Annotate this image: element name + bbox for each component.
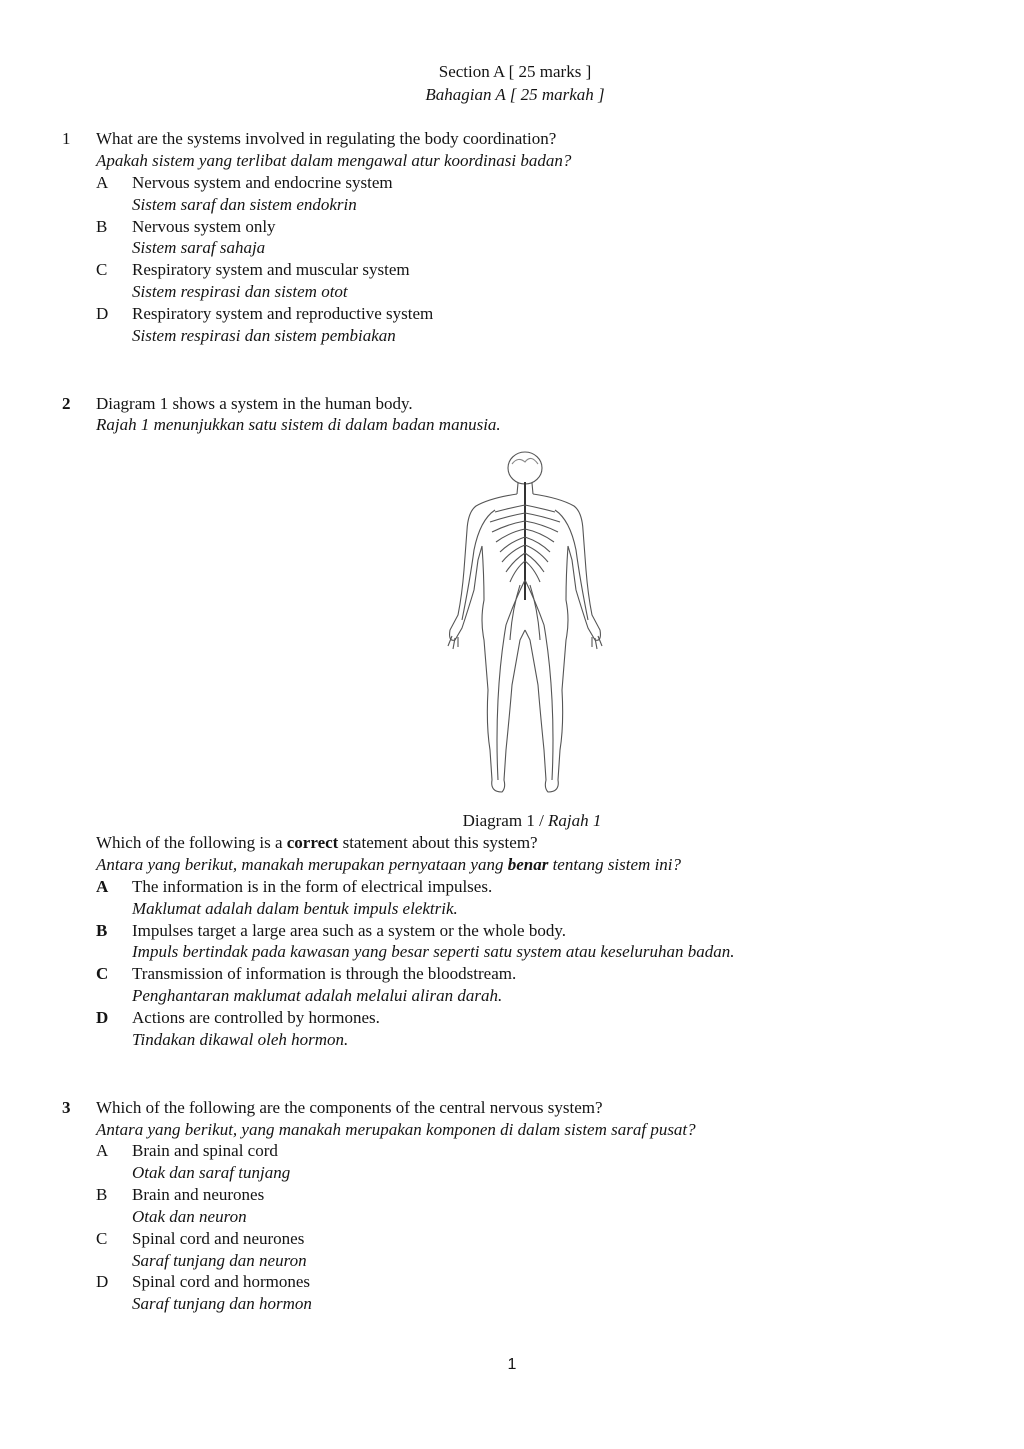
q3-option-b-text: Brain and neurones [132,1185,265,1204]
page-number: 1 [507,1356,517,1373]
q3-option-a-text-malay: Otak dan saraf tunjang [132,1163,291,1182]
q3-option-c-letter: C [96,1229,108,1248]
q2-option-c-text: Transmission of information is through the bloodstream. [132,964,517,983]
q1-option-a-text: Nervous system and endocrine system [132,173,393,192]
q2-option-b-text: Impulses target a large area such as a system or the whole body. [132,921,566,940]
q3-option-a-text: Brain and spinal cord [132,1141,278,1160]
q3-option-c-text: Spinal cord and neurones [132,1229,305,1248]
question-1-text: What are the systems involved in regulating the body coordination? [96,129,557,148]
q3-option-d-text: Spinal cord and hormones [132,1272,310,1291]
q1-option-b-text: Nervous system only [132,217,276,236]
q1-option-d-letter: D [96,304,109,323]
q3-option-a-letter: A [96,1141,109,1160]
diagram-caption: Diagram 1 / Rajah 1 [462,811,602,830]
q2-option-c-letter: C [96,964,109,983]
q1-option-c-letter: C [96,260,108,279]
question-2-text: Which of the following is a correct statement about this system? [96,833,538,852]
q2-option-a-text: The information is in the form of electrical impulses. [132,877,493,896]
q2-option-d-text-malay: Tindakan dikawal oleh hormon. [132,1030,349,1049]
q2-option-b-text-malay: Impuls bertindak pada kawasan yang besar seperti satu system atau keseluruhan badan. [132,942,735,961]
question-1-text-malay: Apakah sistem yang terlibat dalam mengawal atur koordinasi badan? [96,151,572,170]
q1-option-c-text: Respiratory system and muscular system [132,260,410,279]
q1-option-d-text-malay: Sistem respirasi dan sistem pembiakan [132,326,396,345]
q3-option-b-letter: B [96,1185,108,1204]
q1-option-b-text-malay: Sistem saraf sahaja [132,238,266,257]
q2-option-a-text-malay: Maklumat adalah dalam bentuk impuls elektrik. [132,899,458,918]
q3-option-b-text-malay: Otak dan neuron [132,1207,247,1226]
q3-option-c-text-malay: Saraf tunjang dan neuron [132,1251,307,1270]
question-1-number: 1 [62,129,71,148]
section-title: Section A [ 25 marks ] [438,62,592,81]
q1-option-c-text-malay: Sistem respirasi dan sistem otot [132,282,348,301]
question-3-number: 3 [62,1098,71,1117]
q1-option-a-text-malay: Sistem saraf dan sistem endokrin [132,195,357,214]
q1-option-a-letter: A [96,173,109,192]
question-2-number: 2 [62,394,71,413]
question-2-intro: Diagram 1 shows a system in the human body. [96,394,413,413]
q3-option-d-letter: D [96,1272,109,1291]
section-title-malay: Bahagian A [ 25 markah ] [425,85,605,104]
q2-option-b-letter: B [96,921,108,940]
question-3-text: Which of the following are the components of the central nervous system? [96,1098,603,1117]
q2-option-d-text: Actions are controlled by hormones. [132,1008,380,1027]
q3-option-d-text-malay: Saraf tunjang dan hormon [132,1294,312,1313]
q2-option-a-letter: A [96,877,109,896]
question-2-text-malay: Antara yang berikut, manakah merupakan pernyataan yang benar tentang sistem ini? [96,855,682,874]
q2-option-d-letter: D [96,1008,109,1027]
nervous-system-diagram [440,450,610,800]
question-2-intro-malay: Rajah 1 menunjukkan satu sistem di dalam badan manusia. [96,415,501,434]
question-3-text-malay: Antara yang berikut, yang manakah merupakan komponen di dalam sistem saraf pusat? [96,1120,696,1139]
q1-option-b-letter: B [96,217,108,236]
q1-option-d-text: Respiratory system and reproductive system [132,304,434,323]
q2-option-c-text-malay: Penghantaran maklumat adalah melalui aliran darah. [132,986,503,1005]
